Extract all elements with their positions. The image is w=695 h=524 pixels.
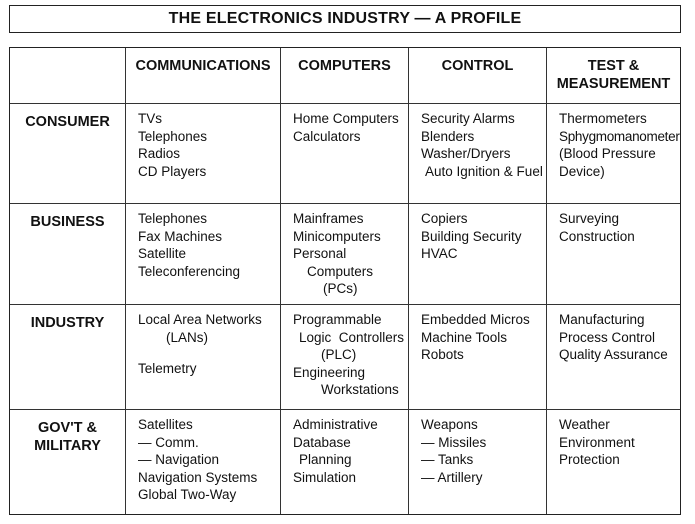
- list-item: — Comm.: [138, 434, 199, 450]
- list-item: Thermometers: [559, 111, 647, 126]
- list-item: TVs: [138, 111, 163, 126]
- list-item: Satellites: [138, 417, 193, 432]
- list-item: Weather: [559, 417, 610, 432]
- list-item: CD Players: [138, 163, 207, 179]
- list-item: Planning: [299, 452, 352, 467]
- column-header-communications: COMMUNICATIONS: [126, 48, 281, 104]
- list-item: Telephones: [138, 128, 208, 144]
- table-corner: [10, 48, 126, 104]
- list-item: Workstations: [321, 382, 399, 397]
- list-item: Surveying: [559, 211, 620, 226]
- list-item: Satellite: [138, 246, 187, 261]
- cell-consumer-communications: [126, 104, 281, 204]
- list-item: Embedded Micros: [421, 312, 530, 327]
- list-item: Auto Ignition & Fuel: [425, 163, 543, 179]
- list-item: Engineering: [293, 364, 366, 380]
- list-item: Programmable: [293, 312, 382, 327]
- list-item: Global Two-Way: [138, 487, 237, 502]
- column-header-control: CONTROL: [409, 48, 547, 104]
- column-header-computers: COMPUTERS: [281, 48, 409, 104]
- list-item: Copiers: [421, 211, 468, 226]
- list-item: Teleconferencing: [138, 263, 241, 279]
- row-header-govt-military: GOV'T & MILITARY: [10, 410, 126, 514]
- list-item: Protection: [559, 452, 620, 467]
- list-item: Sphygmomanometer: [559, 128, 680, 144]
- list-item: — Tanks: [421, 452, 474, 467]
- list-item: Construction: [559, 228, 635, 244]
- list-item: Computers: [307, 263, 374, 279]
- list-item: (PLC): [321, 347, 357, 362]
- list-item: (Blood Pressure: [559, 146, 656, 161]
- list-item: Local Area Networks: [138, 312, 262, 327]
- list-item: Washer/Dryers: [421, 146, 511, 161]
- cell-business-test-measurement: [547, 204, 680, 305]
- cell-industry-control: [409, 305, 547, 410]
- cell-consumer-computers: [281, 104, 409, 204]
- cell-industry-communications: [126, 305, 281, 410]
- cell-govt-communications: [126, 410, 281, 514]
- list-item: Blenders: [421, 128, 475, 144]
- list-item: (LANs): [166, 329, 209, 345]
- cell-govt-control: [409, 410, 547, 514]
- list-item: Home Computers: [293, 111, 399, 126]
- list-item: Machine Tools: [421, 329, 508, 345]
- cell-industry-computers: [281, 305, 409, 410]
- list-item: Radios: [138, 146, 181, 161]
- profile-table: [9, 47, 681, 515]
- cell-govt-test-measurement: [547, 410, 680, 514]
- row-header-business: BUSINESS: [10, 204, 126, 305]
- column-header-test-measurement: [547, 48, 680, 104]
- list-item: Fax Machines: [138, 228, 223, 244]
- list-item: Mainframes: [293, 211, 364, 226]
- cell-business-control: [409, 204, 547, 305]
- list-item: Simulation: [293, 469, 357, 485]
- list-item: Quality Assurance: [559, 347, 668, 362]
- cell-industry-test-measurement: [547, 305, 680, 410]
- list-item: Manufacturing: [559, 312, 645, 327]
- list-item: Telemetry: [138, 361, 197, 376]
- list-item: (PCs): [323, 281, 358, 296]
- list-item: Weapons: [421, 417, 478, 432]
- list-item: — Missiles: [421, 434, 487, 450]
- list-item: Telephones: [138, 211, 208, 226]
- list-item: Database: [293, 434, 351, 450]
- list-item: Logic Controllers: [299, 329, 405, 345]
- row-header-industry: INDUSTRY: [10, 305, 126, 410]
- list-item: Navigation Systems: [138, 469, 258, 485]
- list-item: Environment: [559, 434, 635, 450]
- list-item: Robots: [421, 347, 464, 362]
- list-item: — Navigation: [138, 452, 220, 467]
- row-header-consumer: CONSUMER: [10, 104, 126, 204]
- list-item: HVAC: [421, 246, 458, 261]
- list-item: Personal: [293, 246, 347, 261]
- list-item: Process Control: [559, 329, 656, 345]
- cell-business-communications: [126, 204, 281, 305]
- cell-govt-computers: [281, 410, 409, 514]
- page-title: THE ELECTRONICS INDUSTRY — A PROFILE: [9, 5, 681, 33]
- cell-consumer-test-measurement: [547, 104, 680, 204]
- spacer: [138, 346, 280, 360]
- list-item: — Artillery: [421, 469, 483, 485]
- list-item: Calculators: [293, 128, 361, 144]
- list-item: Device): [559, 163, 605, 179]
- list-item: Security Alarms: [421, 111, 515, 126]
- list-item: Administrative: [293, 417, 378, 432]
- cell-consumer-control: [409, 104, 547, 204]
- list-item: Building Security: [421, 228, 522, 244]
- list-item: Minicomputers: [293, 228, 381, 244]
- cell-business-computers: [281, 204, 409, 305]
- column-header-test-measurement-text: TEST & MEASUREMENT: [556, 58, 671, 92]
